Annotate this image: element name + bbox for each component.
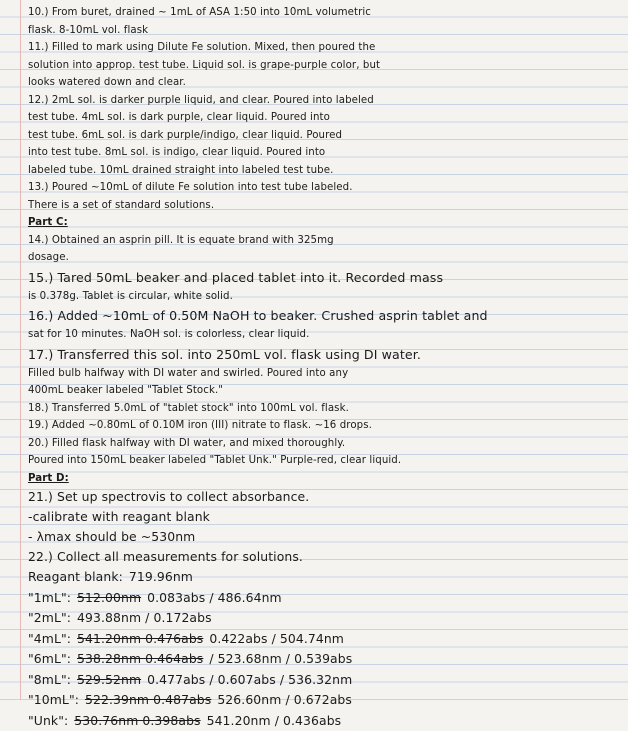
note-line: 11.) Filled to mark using Dilute Fe solution. Mixed, then poured the [28,39,620,57]
measurement-value: / 523.68nm / 0.539abs [209,651,352,666]
measurement-label: "4mL": [28,631,71,646]
note-line: sat for 10 minutes. NaOH sol. is colorless, clear liquid. [28,326,620,344]
measurement-row [28,670,620,691]
measurement-row [28,629,620,650]
measurement-label: "10mL": [28,692,79,707]
measurement-row [28,567,620,588]
section-heading: Part C: [28,214,620,232]
note-line: 21.) Set up spectrovis to collect absorbance. [28,487,620,507]
measurement-row [28,711,620,731]
measurement-row [28,690,620,711]
measurement-value: 541.20nm / 0.436abs [207,713,342,728]
margin-line [20,0,21,700]
note-line: 16.) Added ~10mL of 0.50M NaOH to beaker. Crushed asprin tablet and [28,305,620,326]
measurement-row [28,608,620,629]
measurement-value: 526.60nm / 0.672abs [217,692,352,707]
handwritten-notes [28,4,620,731]
note-line: 14.) Obtained an asprin pill. It is equate brand with 325mg [28,232,620,250]
note-line: looks watered down and clear. [28,74,620,92]
note-line: flask. 8-10mL vol. flask [28,22,620,40]
note-line: is 0.378g. Tablet is circular, white solid. [28,288,620,306]
measurement-label: "Unk": [28,713,68,728]
note-line: 10.) From buret, drained ~ 1mL of ASA 1:50 into 10mL volumetric [28,4,620,22]
section-heading: Part D: [28,470,620,488]
measurement-label: "2mL": [28,610,71,625]
struck-value: 538.28nm 0.464abs [77,651,203,666]
measurement-value: 493.88nm / 0.172abs [77,610,212,625]
note-line: 22.) Collect all measurements for solutions. [28,547,620,567]
measurement-row [28,649,620,670]
measurement-label: "8mL": [28,672,71,687]
note-line: test tube. 4mL sol. is dark purple, clear liquid. Poured into [28,109,620,127]
note-line: 12.) 2mL sol. is darker purple liquid, and clear. Poured into labeled [28,92,620,110]
struck-value: 522.39nm 0.487abs [85,692,211,707]
note-line: There is a set of standard solutions. [28,197,620,215]
struck-value: 541.20nm 0.476abs [77,631,203,646]
note-line: 18.) Transferred 5.0mL of "tablet stock" into 100mL vol. flask. [28,400,620,418]
struck-value: 512.00nm [77,590,141,605]
note-line: 15.) Tared 50mL beaker and placed tablet into it. Recorded mass [28,267,620,288]
note-line: into test tube. 8mL sol. is indigo, clear liquid. Poured into [28,144,620,162]
note-line: labeled tube. 10mL drained straight into labeled test tube. [28,162,620,180]
note-line: 13.) Poured ~10mL of dilute Fe solution into test tube labeled. [28,179,620,197]
measurement-value: 719.96nm [129,569,193,584]
note-line: 19.) Added ~0.80mL of 0.10M iron (III) nitrate to flask. ~16 drops. [28,417,620,435]
measurement-label: "1mL": [28,590,71,605]
note-line: Filled bulb halfway with DI water and swirled. Poured into any [28,365,620,383]
note-line: 400mL beaker labeled "Tablet Stock." [28,382,620,400]
measurement-label: Reagant blank: [28,569,123,584]
struck-value: 529.52nm [77,672,141,687]
note-line: 20.) Filled flask halfway with DI water, and mixed thoroughly. [28,435,620,453]
note-line: -calibrate with reagant blank [28,507,620,527]
struck-value: 530.76nm 0.398abs [74,713,200,728]
measurement-value: 0.083abs / 486.64nm [147,590,282,605]
note-line: - λmax should be ~530nm [28,527,620,547]
note-line: solution into approp. test tube. Liquid sol. is grape-purple color, but [28,57,620,75]
measurement-row [28,588,620,609]
note-line: Poured into 150mL beaker labeled "Tablet Unk." Purple-red, clear liquid. [28,452,620,470]
measurement-label: "6mL": [28,651,71,666]
note-line: test tube. 6mL sol. is dark purple/indigo, clear liquid. Poured [28,127,620,145]
note-line: dosage. [28,249,620,267]
measurement-value: 0.422abs / 504.74nm [209,631,344,646]
measurement-value: 0.477abs / 0.607abs / 536.32nm [147,672,352,687]
note-line: 17.) Transferred this sol. into 250mL vol. flask using DI water. [28,344,620,365]
